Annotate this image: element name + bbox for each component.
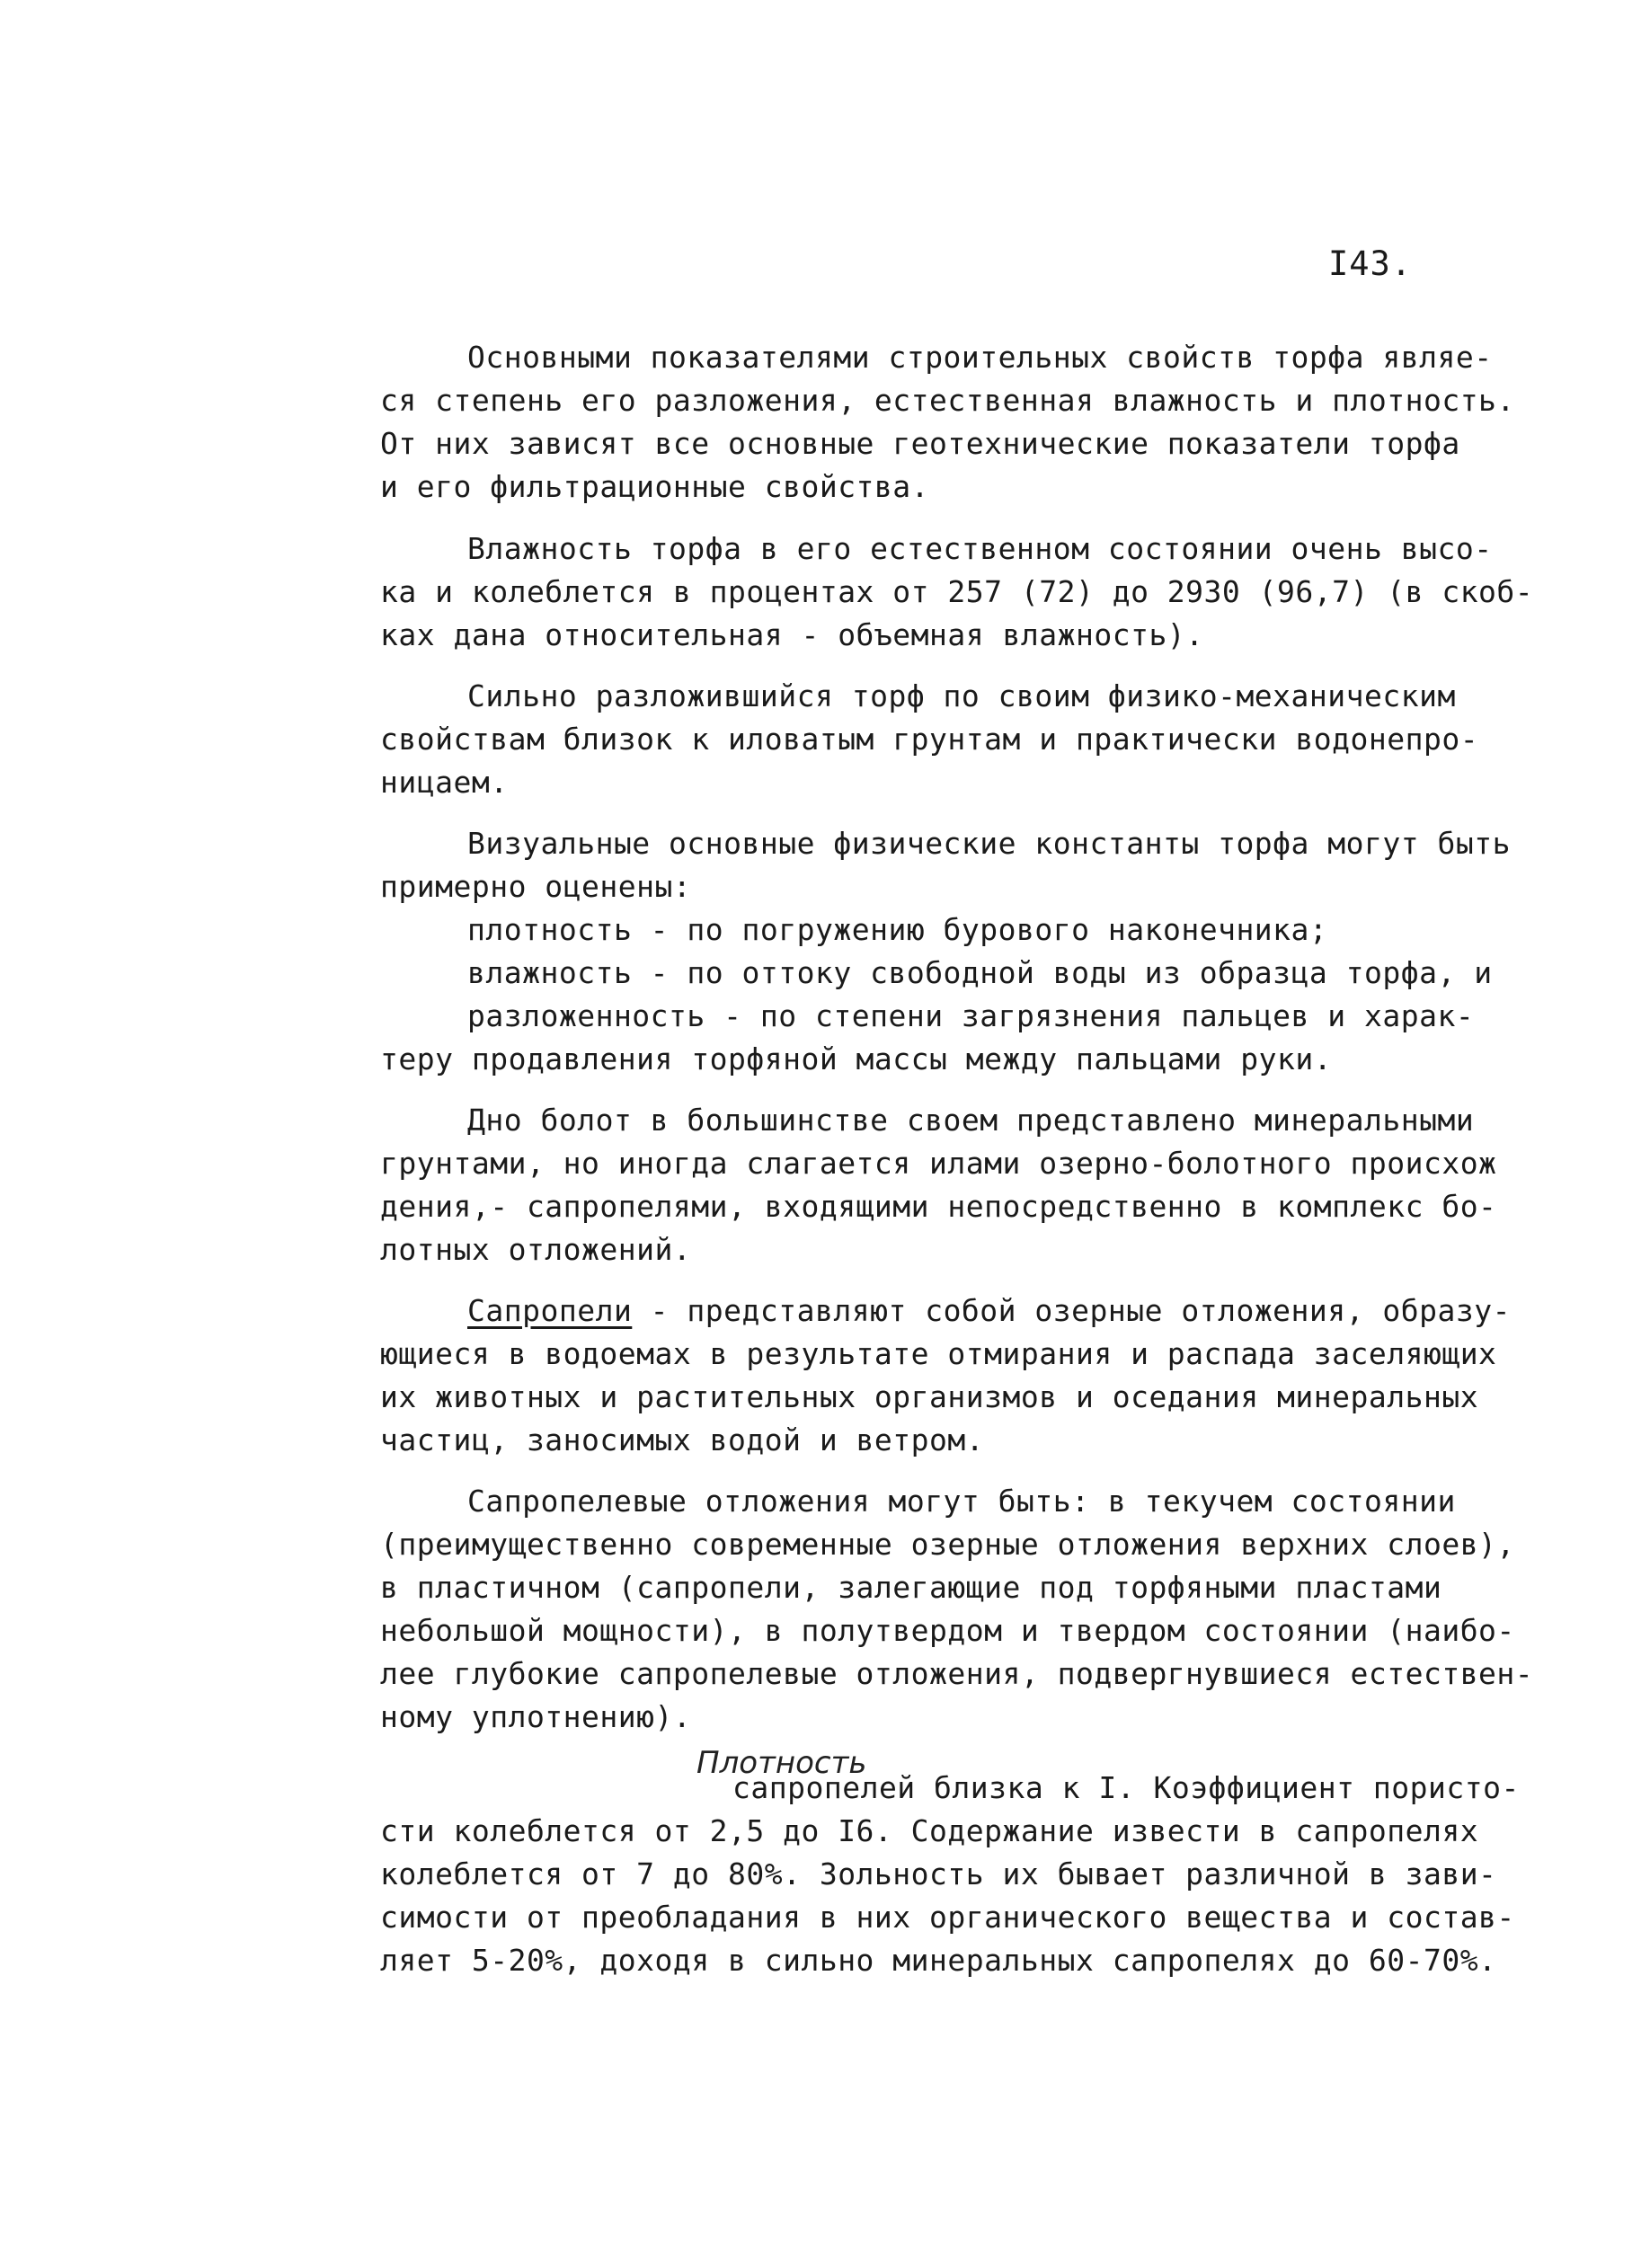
text-line: разложенность - по степени загрязнения пальцев и харак- [467,998,1475,1033]
text-line: дения,- сапропелями, входящими непосредственно в комплекс бо- [380,1189,1497,1224]
text-line: и его фильтрационные свойства. [380,469,930,504]
text-line: в пластичном (сапропели, залегающие под торфяными пластами [380,1570,1442,1605]
text-line: сти колеблется от 2,5 до I6. Содержание извести в сапропелях [380,1813,1479,1848]
text-line [467,1293,1511,1329]
text-line: Сильно разложившийся торф по своим физико-механическим [467,678,1456,713]
text-line: ка и колеблется в процентах от 257 (72) до 2930 (96,7) (в скоб- [380,574,1534,609]
text-line: их животных и растительных организмов и оседания минеральных [380,1379,1479,1414]
text-line: ках дана относительная - объемная влажность). [380,617,1204,652]
page-number: I43. [1328,244,1413,283]
text-line: лотных отложений. [380,1232,692,1267]
text-line: сапропелей близка к I. Коэффициент пористо- [732,1770,1520,1805]
text-line: ницаем. [380,765,509,800]
text-span: - представляют собой озерные отложения, образу- [632,1293,1511,1328]
text-line: ному уплотнению). [380,1699,692,1734]
text-line: ющиеся в водоемах в результате отмирания и распада заселяющих [380,1336,1497,1371]
text-line: колеблется от 7 до 80%. Зольность их бывает различной в зави- [380,1856,1497,1891]
text-line: симости от преобладания в них органического вещества и состав- [380,1900,1515,1935]
text-line: небольшой мощности), в полутвердом и твердом состоянии (наибо- [380,1613,1515,1648]
text-line: ся степень его разложения, естественная влажность и плотность. [380,383,1515,418]
text-line: лее глубокие сапропелевые отложения, подвергнувшиеся естествен- [380,1656,1534,1691]
text-line: Визуальные основные физические константы торфа могут быть [467,826,1511,861]
handwritten-insert: Плотность [696,1745,867,1781]
text-line: примерно оценены: [380,869,692,904]
text-line: плотность - по погружению бурового наконечника; [467,912,1328,947]
text-line: грунтами, но иногда слагается илами озерно-болотного происхож [380,1146,1497,1181]
text-line: частиц, заносимых водой и ветром. [380,1422,985,1457]
text-line: влажность - по оттоку свободной воды из образца торфа, и [467,955,1493,990]
text-line: ляет 5-20%, доходя в сильно минеральных сапропелях до 60-70%. [380,1943,1497,1978]
text-line: (преимущественно современные озерные отложения верхних слоев), [380,1527,1515,1562]
text-line: Сапропелевые отложения могут быть: в текучем состоянии [467,1484,1456,1519]
underlined-term: Сапропели [467,1293,633,1328]
text-line: От них зависят все основные геотехнические показатели торфа [380,426,1460,461]
text-line: теру продавления торфяной массы между пальцами руки. [380,1041,1333,1076]
text-line: Влажность торфа в его естественном состоянии очень высо- [467,531,1493,566]
text-line: Дно болот в большинстве своем представлено минеральными [467,1103,1475,1138]
text-line: Основными показателями строительных свойств торфа являе- [467,340,1493,375]
text-line: свойствам близок к иловатым грунтам и практически водонепро- [380,722,1479,757]
